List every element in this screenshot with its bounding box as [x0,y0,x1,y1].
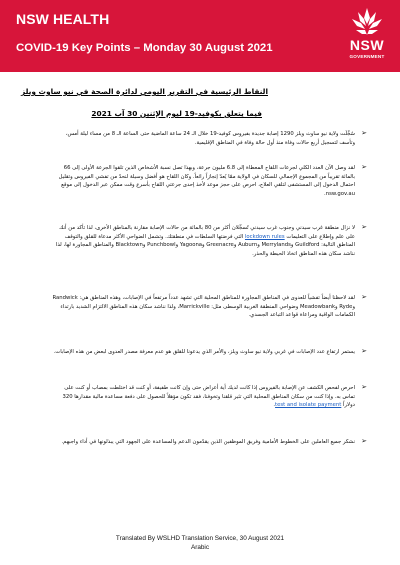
list-item [52,163,367,198]
nsw-government-logo [342,6,392,68]
list-item [52,129,367,147]
list-item [52,347,367,357]
language-label: Arabic [190,544,210,551]
bullet-text: يستمر ارتفاع عدد الإصابات في غربي ولاية نيو ساوث ويلز، والأمر الذي يدعونا للقلق هو عدم معرفة مصدر العدوى لبعض من هذه الإصابات. [53,349,355,355]
header-banner [0,0,400,72]
logo-text: NSW [349,37,385,53]
bullet-text: سُجِّلَت ولاية نيو ساوث ويلز 1290 إصابة جديدة بفيروس كوفيد-19 خلال الـ 24 ساعة الماضية حتى الساعة الـ 8 من مساء ليلة أمس، وتأسف لتسجيل أربع حالات وفاة منذ أول حالة وفاة في المناطق الإقليمية. [65,131,355,146]
arrow-bullet-icon: ➢ [361,293,367,301]
bullet-text: لقد لاحظنا أيضاً تفشياً للعدوى في المناطق المجاورة للمناطق المحلية التي تشهد عدداً مرتفعاً في الإصابات، وهذه المناطق هي: Randwick وRyde وMeadowbank وضواحي المنطقة الغربية الوسطى مثل: Marrickville، ولذا نناشد سكان هذه المناطق الالتزام الشديد بارتداء الكمامات الواقية ومراعاة قواعد التباعد الجسدي. [52,295,355,318]
test-and-isolate-payment-link[interactable]: test and isolate payment [275,402,342,408]
bullet-text-rest: التي فرضتها السلطات في منطقتك. وتشمل الضواحي الأكثر مدعاة للقلق والتوقف المناطق التالية: Guildford وMerrylands وAuburn وGreenacre وYagoona وPunchbowl وBlacktown والمناطق المجاورة لها، لذا نناشد سكان هذه المناطق اتخاذ الحيطة والحذر. [55,233,355,257]
bullet-text-rest: . [273,402,276,408]
page-subtitle: COVID-19 Key Points – Monday 30 August 2021 [16,42,273,54]
document-title-line-1: النقاط الرئيسية في التقرير اليومي لدائرة الصحة في نيو ساوث ويلز [21,87,268,96]
arrow-bullet-icon: ➢ [361,437,367,445]
translation-credit: Translated By WSLHD Translation Service, 30 August 2021 [115,535,285,542]
list-item [52,437,367,447]
arrow-bullet-icon: ➢ [361,223,367,231]
arrow-bullet-icon: ➢ [361,129,367,137]
bullet-text: نشكر جميع العاملين على الخطوط الأمامية وفريق الموظفين الذين يقدّمون الدعم والمساعدة على الجهود التي يبذلونها في أداء واجبهم. [61,439,355,445]
logo-subtext: GOVERNMENT [349,54,385,59]
arrow-bullet-icon: ➢ [361,163,367,171]
waratah-icon [342,6,392,38]
list-item [52,383,367,410]
lockdown-rules-link[interactable]: lockdown rules [244,233,285,240]
document-title-line-2: فيما يتعلق بكوفيد-19 ليوم الإثنين 30 آب 2021 [91,109,262,118]
bullet-text: لقد وصل الآن العدد الكلي لجرعات اللقاح المعطاة إلى 6.8 مليون جرعة، وبهذا تصل نسبة الأشخاص الذين تلقوا الجرعة الأولى إلى 66 بالمائة تقريباً من المجموع الإجمالي للسكان في الولاية ممّا يُعدّ إنجازاً رائعاً. وكان اللقاح هو أفضل وسيلة لنحدّ من تفشي الفيروس وتقليل احتمال الدخول إلى المستشفى لتلقي العلاج، احرص على حجز موعد لأخذ إحدى جرعتي اللقاح بأسرع وقت ممكن عبر الدخول إلى موقع nsw.gov.au. [58,165,355,197]
list-item [52,293,367,320]
arrow-bullet-icon: ➢ [361,347,367,355]
list-item [52,223,367,258]
arrow-bullet-icon: ➢ [361,383,367,391]
page-title: NSW HEALTH [16,11,110,27]
bullet-text: احرص لفحص الكشف عن الإصابة بالفيروس إذا كانت لديك أية أعراض حتى وإن كانت طفيفة، أو كنت قد اختلطت بمصاب أو كنت على تماس به. وإذا كنت من سكان المناطق المحلية التي تثير قلقنا وتخوفنا، فقد تكون مؤهلاً للحصول على دفعة مساعدة مالية مقدارها 320 دولاراً [62,385,355,408]
bullet-text: لا نزال منطقة غرب سيدني وجنوب غرب سيدني تُسجِّلان أكثر من 80 بالمائة من حالات الإصابة مقارنة بالمناطق الأخرى، لذا تأكد من أنك على علم وإطلاع على التعليمات [59,225,355,240]
